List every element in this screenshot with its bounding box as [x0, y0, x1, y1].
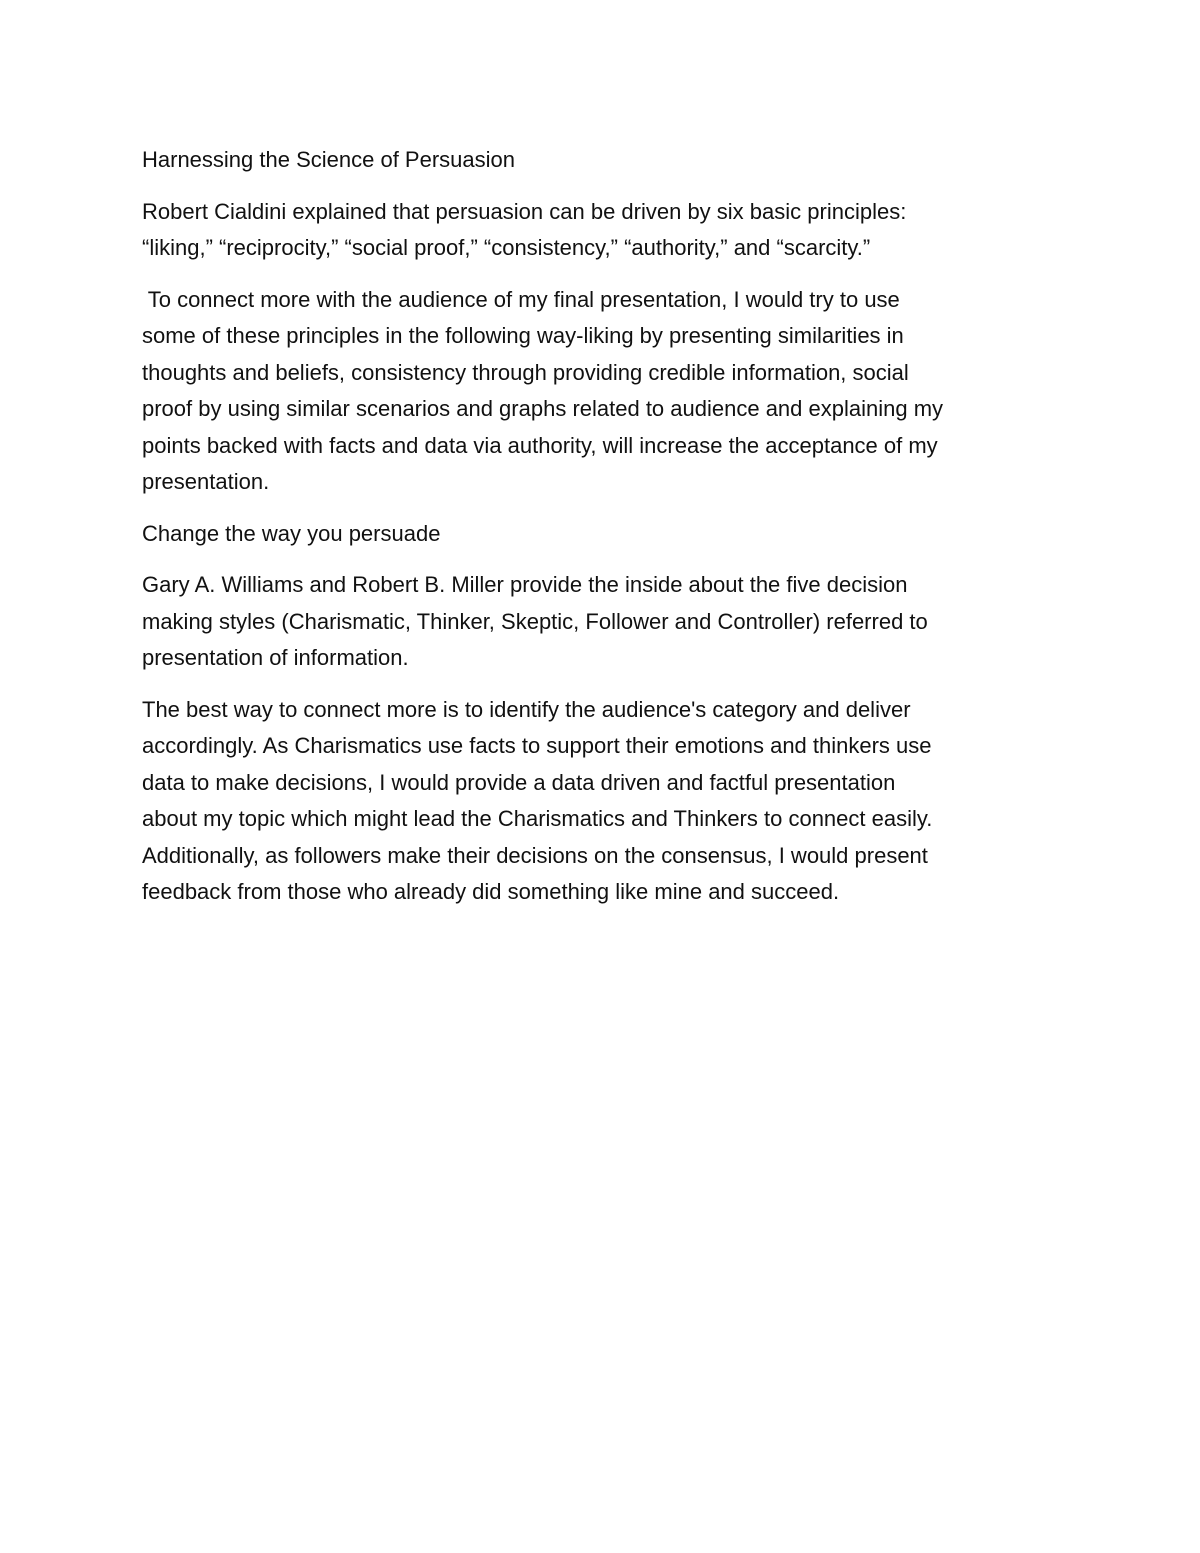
section-heading-change-persuade — [142, 516, 1062, 553]
paragraph-line: Robert Cialdini explained that persuasion can be driven by six basic principles: — [142, 198, 907, 224]
paragraph-line: thoughts and beliefs, consistency through providing credible information, social — [142, 359, 909, 385]
paragraph-line: accordingly. As Charismatics use facts to support their emotions and thinkers use — [142, 733, 932, 758]
paragraph-line: about my topic which might lead the Charismatics and Thinkers to connect easily. — [142, 806, 933, 831]
paragraph-cialdini — [142, 194, 1062, 267]
paragraph-line: making styles (Charismatic, Thinker, Skeptic, Follower and Controller) referred to — [142, 608, 928, 634]
heading-text: Harnessing the Science of Persuasion — [142, 147, 515, 172]
paragraph-line: presentation of information. — [142, 645, 409, 670]
paragraph-line: presentation. — [142, 469, 270, 494]
paragraph-line: “liking,” “reciprocity,” “social proof,” “consistency,” “authority,” and “scarcity.” — [142, 235, 871, 260]
paragraph-decision-styles — [142, 567, 1062, 677]
paragraph-line: data to make decisions, I would provide a data driven and factful presentation — [142, 769, 896, 795]
paragraph-line: Gary A. Williams and Robert B. Miller provide the inside about the five decision — [142, 572, 908, 597]
paragraph-line: The best way to connect more is to identify the audience's category and deliver — [142, 696, 911, 722]
document-body — [142, 142, 1062, 926]
paragraph-line: feedback from those who already did something like mine and succeed. — [142, 879, 840, 904]
paragraph-line: proof by using similar scenarios and graphs related to audience and explaining my — [142, 396, 944, 421]
paragraph-connect-audience — [142, 282, 1062, 501]
paragraph-best-way — [142, 692, 1062, 911]
paragraph-line: points backed with facts and data via authority, will increase the acceptance of my — [142, 432, 938, 458]
paragraph-line: some of these principles in the following way-liking by presenting similarities in — [142, 323, 904, 348]
section-heading-harnessing — [142, 142, 1062, 179]
heading-text: Change the way you persuade — [142, 520, 441, 546]
paragraph-line: Additionally, as followers make their decisions on the consensus, I would present — [142, 842, 928, 868]
paragraph-line: To connect more with the audience of my final presentation, I would try to use — [142, 286, 900, 312]
